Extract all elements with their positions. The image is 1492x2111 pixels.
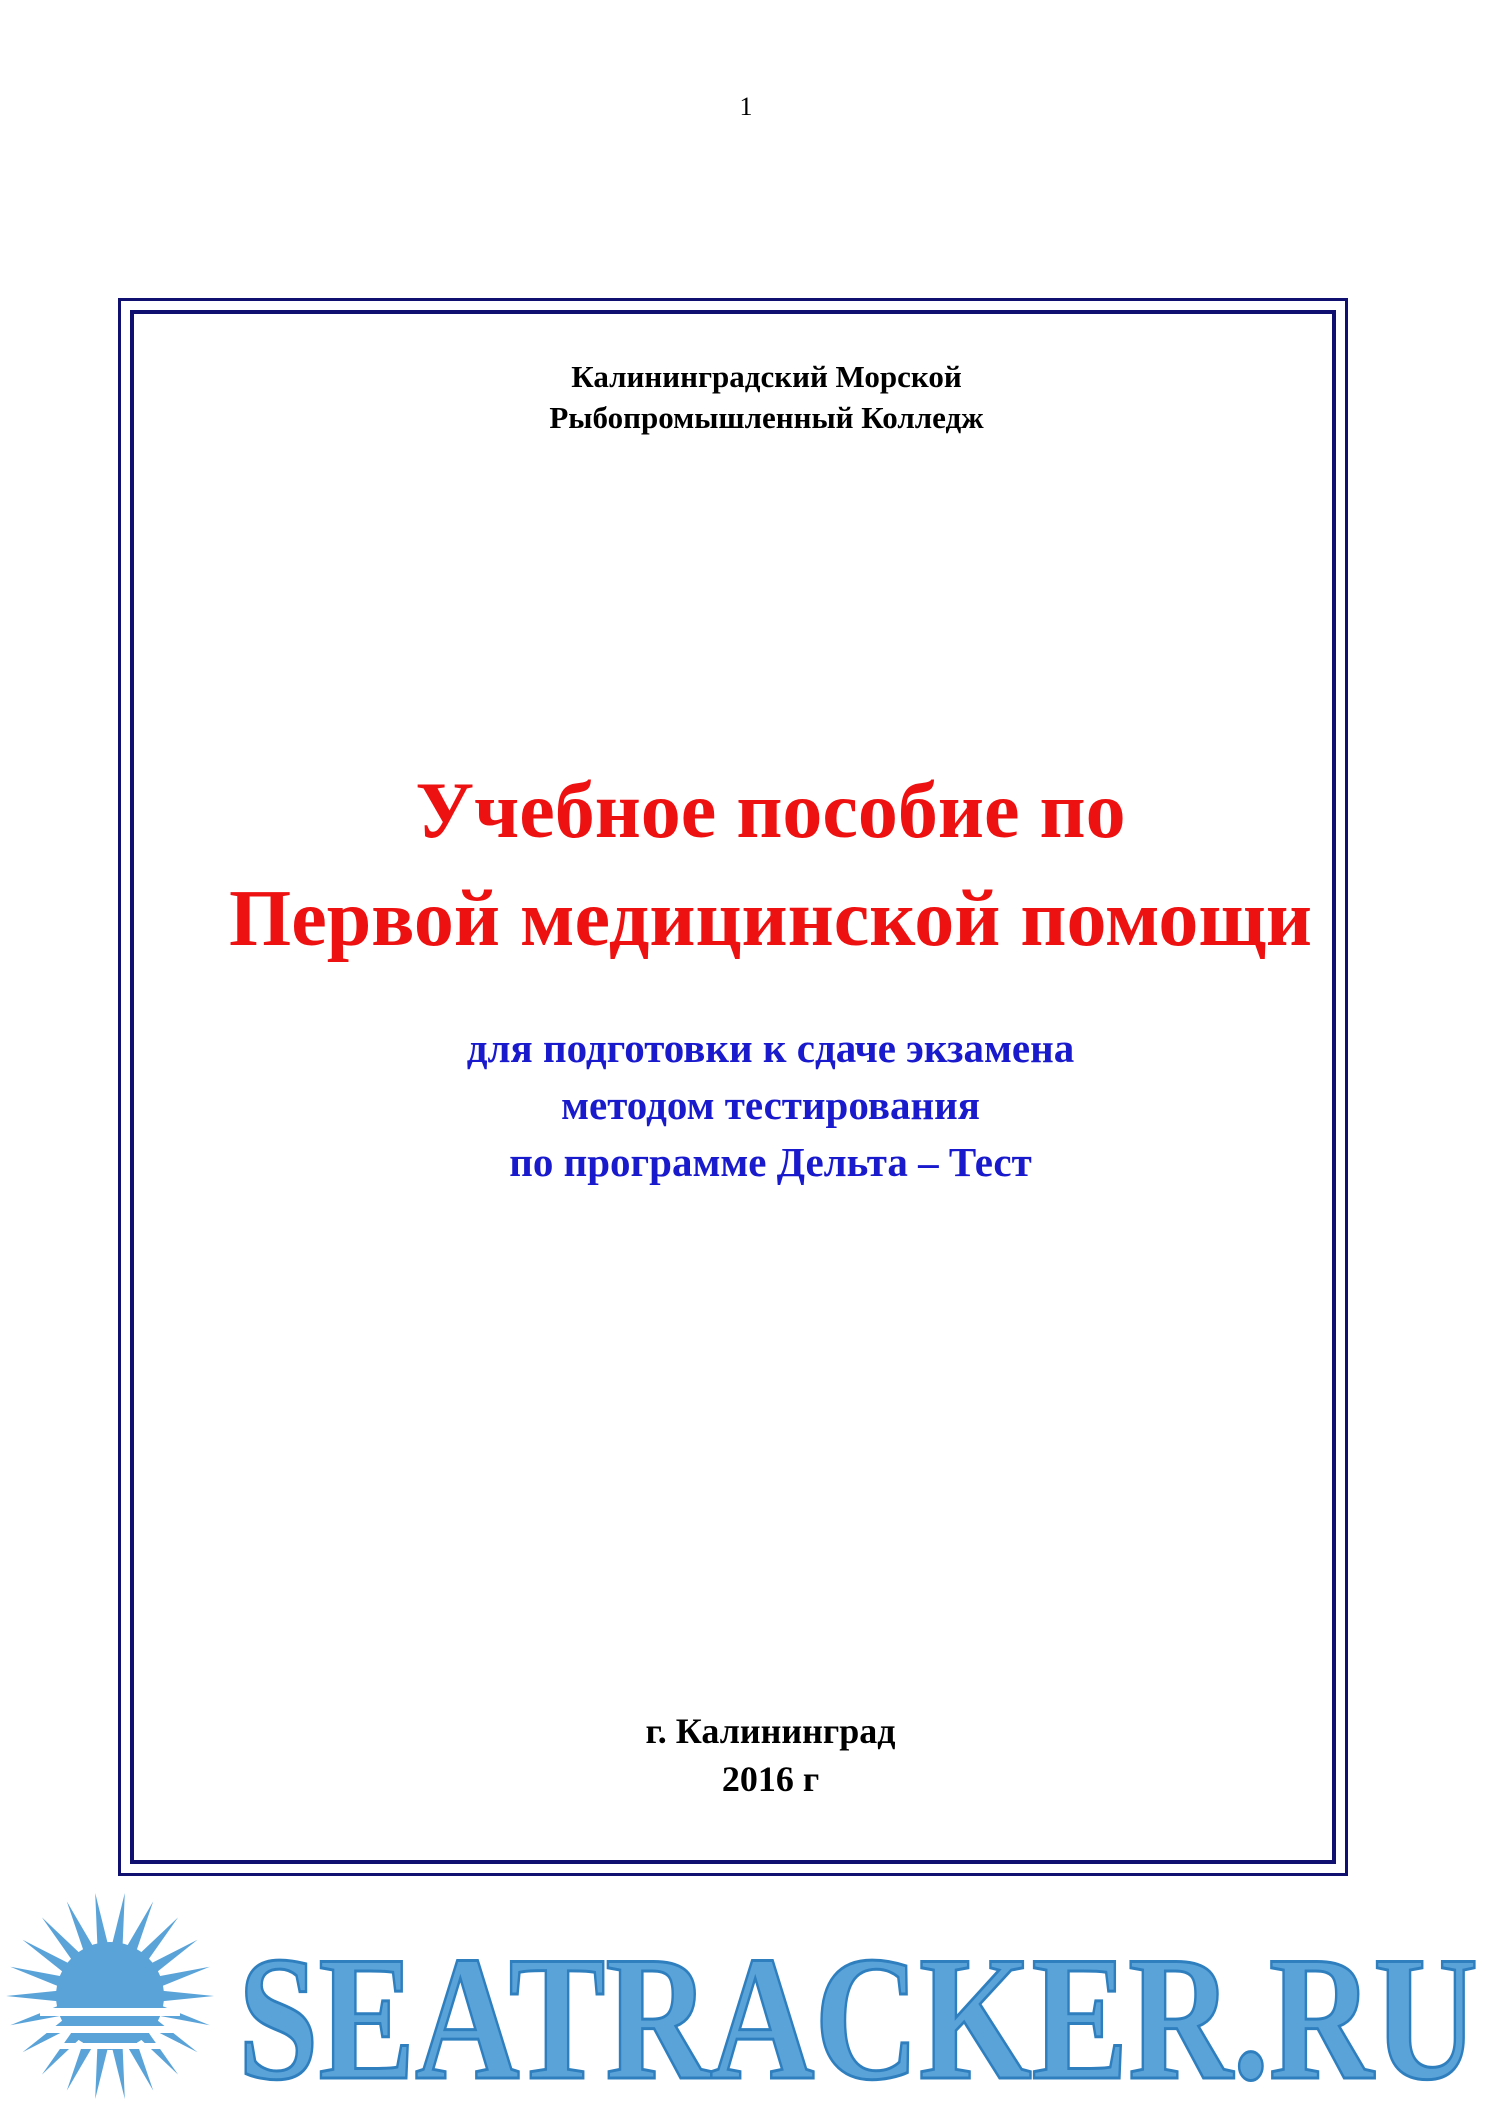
institution-line-2: Рыбопромышленный Колледж [549, 400, 984, 435]
subtitle-line-3: по программе Дельта – Тест [509, 1139, 1032, 1185]
sun-ray [160, 1991, 214, 2002]
subtitle-line-2: методом тестирования [561, 1082, 980, 1128]
subtitle-line-1: для подготовки к сдаче экзамена [466, 1025, 1075, 1071]
city-year [130, 1707, 1411, 1803]
watermark-text: SEATRACKER.RU [238, 1919, 1478, 2111]
document-subtitle [130, 1020, 1411, 1191]
sun-ray [156, 1967, 210, 1988]
institution-line-1: Калининградский Морской [571, 359, 962, 394]
sun-ray [10, 1967, 64, 1988]
year: 2016 г [721, 1759, 820, 1799]
sun-ray [95, 1893, 108, 1948]
sun-ray [112, 1893, 125, 1948]
document-title [130, 757, 1411, 973]
sun-over-sea-icon [6, 1893, 214, 2099]
city: г. Калининград [645, 1711, 896, 1751]
institution-name [130, 356, 1403, 438]
sun-ray [6, 1991, 60, 2002]
sun-ray [112, 2044, 125, 2099]
sun-ray [95, 2044, 108, 2099]
title-line-2: Первой медицинской помощи [228, 875, 1313, 963]
page-number: 1 [739, 92, 753, 121]
title-line-1: Учебное пособие по [415, 767, 1126, 855]
watermark [0, 1888, 1492, 2111]
